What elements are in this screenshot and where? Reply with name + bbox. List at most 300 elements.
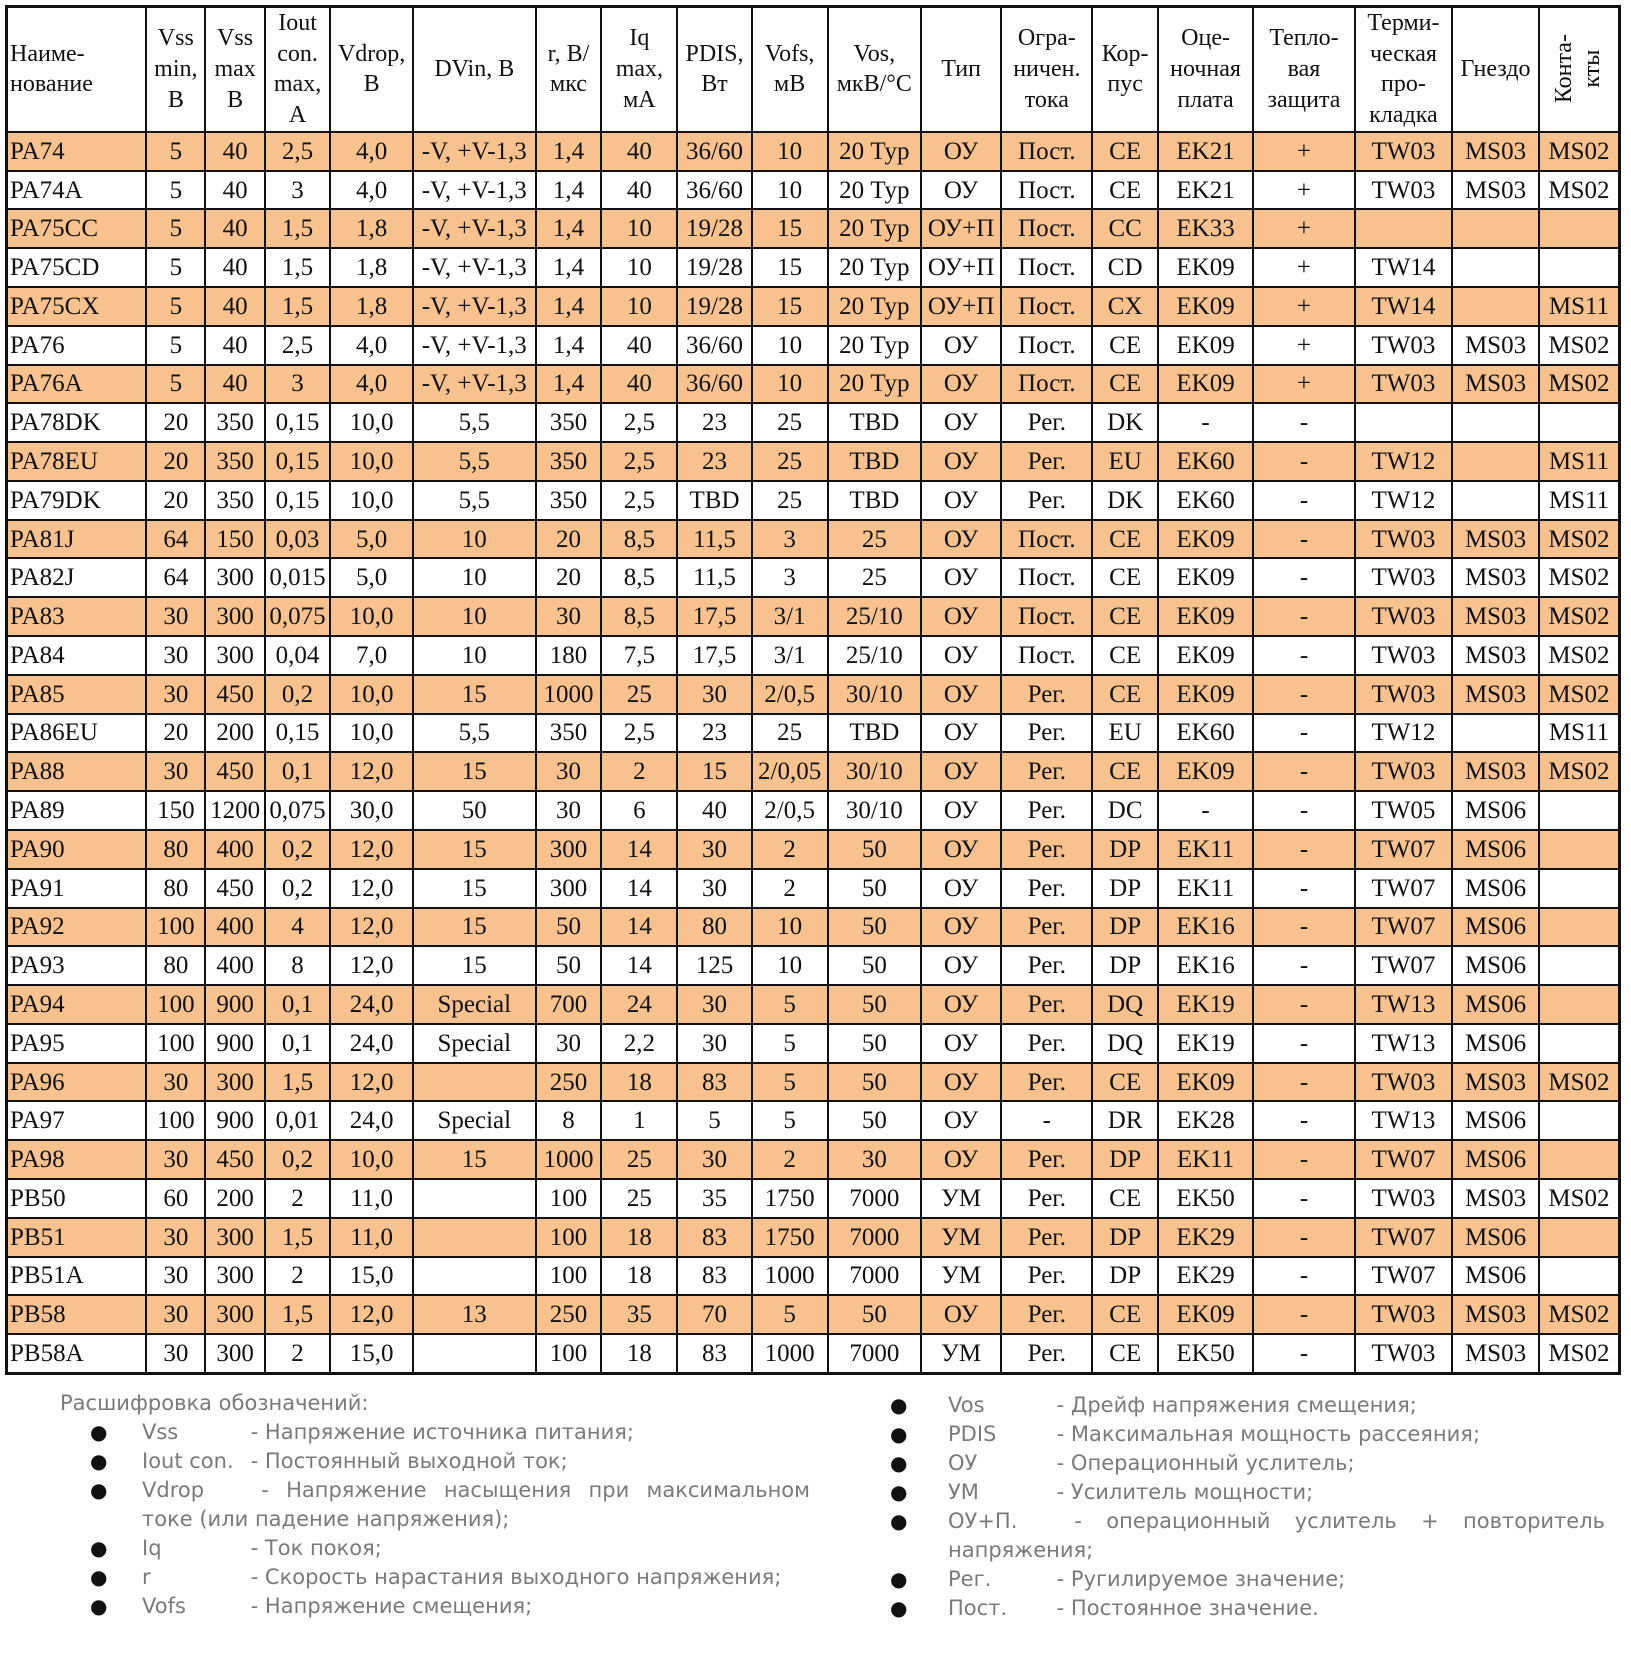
table-cell: 50 (828, 908, 921, 947)
legend-desc: - Ток покоя; (244, 1536, 382, 1560)
bullet-icon: ● (890, 1451, 908, 1475)
table-cell: Рег. (1001, 1024, 1092, 1063)
table-cell: 20 (146, 403, 205, 442)
legend-item (890, 1594, 1605, 1623)
table-cell: 7,5 (601, 636, 677, 675)
column-header: Vss min, В (146, 7, 205, 132)
table-cell: 350 (205, 442, 264, 481)
table-cell: + (1253, 326, 1355, 365)
legend-item (90, 1447, 810, 1476)
table-cell: 5 (146, 248, 205, 287)
table-cell: 10,0 (330, 714, 413, 753)
table-cell: TW14 (1355, 287, 1452, 326)
table-cell: MS03 (1452, 636, 1539, 675)
table-cell: EK09 (1158, 752, 1253, 791)
table-row (7, 1140, 1620, 1179)
table-cell: 300 (205, 1218, 264, 1257)
spec-table (5, 5, 1621, 1375)
table-cell: PA75CD (7, 248, 147, 287)
table-cell: MS06 (1452, 791, 1539, 830)
table-cell: Рег. (1001, 908, 1092, 947)
table-cell: Пост. (1001, 326, 1092, 365)
table-cell: 12,0 (330, 869, 413, 908)
table-cell: 12,0 (330, 830, 413, 869)
table-cell: 10 (752, 946, 828, 985)
table-cell: Рег. (1001, 1140, 1092, 1179)
table-cell: ОУ (921, 132, 1001, 171)
legend-abbr: Vofs (142, 1594, 186, 1618)
table-cell: 0,15 (265, 442, 331, 481)
table-cell: 2,5 (601, 442, 677, 481)
table-cell: EK09 (1158, 520, 1253, 559)
table-row (7, 171, 1620, 210)
legend-abbr: ОУ+П. (948, 1509, 1018, 1533)
table-cell: TW07 (1355, 1257, 1452, 1296)
table-cell: 1000 (536, 1140, 602, 1179)
table-cell: PA78EU (7, 442, 147, 481)
table-cell: 2 (752, 869, 828, 908)
table-cell: 1,8 (330, 248, 413, 287)
table-cell: 12,0 (330, 1063, 413, 1102)
table-cell: Special (413, 985, 536, 1024)
legend-item (890, 1507, 1605, 1565)
table-cell: 0,15 (265, 481, 331, 520)
table-cell (1539, 1101, 1620, 1140)
table-cell: 25 (752, 481, 828, 520)
legend-desc: - Максимальная мощность рассеяния; (1050, 1422, 1481, 1446)
table-cell: 30 (146, 1063, 205, 1102)
table-cell: 10 (413, 597, 536, 636)
table-cell: ОУ (921, 558, 1001, 597)
table-cell: 50 (828, 1295, 921, 1334)
table-cell: 7000 (828, 1334, 921, 1373)
table-cell: 30 (146, 636, 205, 675)
table-cell: 250 (536, 1063, 602, 1102)
table-cell: PB51 (7, 1218, 147, 1257)
table-cell: - (1253, 830, 1355, 869)
table-cell: MS03 (1452, 1334, 1539, 1373)
table-cell: 30 (146, 752, 205, 791)
column-header: Кор- пус (1092, 7, 1158, 132)
table-cell: 300 (205, 1257, 264, 1296)
table-cell: 1,4 (536, 171, 602, 210)
table-cell: 450 (205, 752, 264, 791)
table-cell: 50 (828, 1024, 921, 1063)
table-cell: MS02 (1539, 365, 1620, 404)
column-header (1539, 7, 1620, 132)
table-cell: EK09 (1158, 597, 1253, 636)
column-header: PDIS, Вт (677, 7, 751, 132)
table-cell: 18 (601, 1218, 677, 1257)
table-cell: TW03 (1355, 675, 1452, 714)
table-cell: 0,015 (265, 558, 331, 597)
table-cell: 64 (146, 558, 205, 597)
table-cell: 25 (601, 675, 677, 714)
table-row (7, 752, 1620, 791)
table-cell: 7000 (828, 1257, 921, 1296)
table-cell: 300 (205, 636, 264, 675)
table-cell: 2,5 (601, 403, 677, 442)
table-cell: 180 (536, 636, 602, 675)
table-row (7, 248, 1620, 287)
table-row (7, 1063, 1620, 1102)
table-cell: PA83 (7, 597, 147, 636)
table-cell: 1750 (752, 1179, 828, 1218)
table-row (7, 442, 1620, 481)
table-cell: MS02 (1539, 1295, 1620, 1334)
table-cell: PB50 (7, 1179, 147, 1218)
table-cell: PA92 (7, 908, 147, 947)
table-cell: DQ (1092, 1024, 1158, 1063)
table-cell: PA78DK (7, 403, 147, 442)
table-cell: EK19 (1158, 985, 1253, 1024)
table-cell: 350 (536, 481, 602, 520)
table-cell: PA74A (7, 171, 147, 210)
table-cell (1355, 403, 1452, 442)
table-cell (1539, 830, 1620, 869)
table-cell: TBD (828, 481, 921, 520)
legend-abbr: Iq (142, 1536, 162, 1560)
table-cell: MS02 (1539, 752, 1620, 791)
legend-abbr: Пост. (948, 1596, 1008, 1620)
legend-desc: - Постоянный выходной ток; (244, 1449, 568, 1473)
bullet-icon: ● (90, 1594, 108, 1618)
table-cell: MS11 (1539, 714, 1620, 753)
table-cell: - (1253, 481, 1355, 520)
table-cell: 14 (601, 830, 677, 869)
table-cell: Рег. (1001, 442, 1092, 481)
table-cell: 7000 (828, 1218, 921, 1257)
table-cell: Рег. (1001, 1218, 1092, 1257)
table-cell: EK11 (1158, 869, 1253, 908)
table-cell: -V, +V-1,3 (413, 171, 536, 210)
table-cell: TW07 (1355, 1218, 1452, 1257)
table-row (7, 326, 1620, 365)
table-cell: 3 (265, 365, 331, 404)
table-cell: 200 (205, 1179, 264, 1218)
table-cell: 4,0 (330, 132, 413, 171)
table-cell: EK21 (1158, 132, 1253, 171)
table-cell: PB58A (7, 1334, 147, 1373)
table-cell: - (1253, 520, 1355, 559)
table-cell: TW03 (1355, 365, 1452, 404)
table-row (7, 714, 1620, 753)
table-cell: MS06 (1452, 1101, 1539, 1140)
table-cell: 300 (205, 1295, 264, 1334)
table-cell: 30 (677, 675, 751, 714)
table-cell: PA95 (7, 1024, 147, 1063)
table-cell: TW03 (1355, 520, 1452, 559)
table-cell: CE (1092, 1334, 1158, 1373)
table-cell: - (1253, 1179, 1355, 1218)
table-cell: EK16 (1158, 946, 1253, 985)
table-cell: 20 Тур (828, 248, 921, 287)
table-cell: TW12 (1355, 481, 1452, 520)
table-cell: - (1253, 1257, 1355, 1296)
table-cell: MS03 (1452, 558, 1539, 597)
column-header: Оце- ночная плата (1158, 7, 1253, 132)
table-cell: TBD (828, 714, 921, 753)
table-cell: 5 (752, 985, 828, 1024)
table-cell: Пост. (1001, 171, 1092, 210)
table-cell: ОУ (921, 1140, 1001, 1179)
column-header: Vdrop, В (330, 7, 413, 132)
table-cell: 5 (146, 209, 205, 248)
table-cell: PA75CX (7, 287, 147, 326)
table-cell: 7000 (828, 1179, 921, 1218)
table-cell: - (1253, 1063, 1355, 1102)
table-cell: 15 (413, 869, 536, 908)
table-cell: Пост. (1001, 365, 1092, 404)
table-cell: ОУ (921, 869, 1001, 908)
table-cell: ОУ (921, 597, 1001, 636)
table-cell: 30 (677, 985, 751, 1024)
table-cell: 100 (536, 1257, 602, 1296)
table-cell: 30 (536, 597, 602, 636)
table-cell: 1,4 (536, 326, 602, 365)
table-cell: 100 (536, 1218, 602, 1257)
table-cell: 5 (752, 1063, 828, 1102)
table-row (7, 675, 1620, 714)
table-cell: 40 (205, 326, 264, 365)
table-cell: 25 (752, 403, 828, 442)
table-cell: Рег. (1001, 714, 1092, 753)
legend-desc: - Напряжение насыщения при максимальном токе (или падение напряжения); (142, 1478, 810, 1531)
table-cell: TW13 (1355, 1024, 1452, 1063)
table-cell: ОУ (921, 946, 1001, 985)
table-cell: 30/10 (828, 752, 921, 791)
table-cell: 25 (828, 558, 921, 597)
table-cell: ОУ (921, 908, 1001, 947)
table-cell: 40 (601, 132, 677, 171)
table-cell: MS06 (1452, 830, 1539, 869)
table-cell: 20 Тур (828, 132, 921, 171)
table-cell: 300 (205, 1334, 264, 1373)
table-cell: Пост. (1001, 287, 1092, 326)
table-cell: 30 (677, 869, 751, 908)
table-row (7, 558, 1620, 597)
table-cell: 10,0 (330, 1140, 413, 1179)
table-cell: TW12 (1355, 714, 1452, 753)
table-cell: 30 (828, 1140, 921, 1179)
table-cell: MS03 (1452, 520, 1539, 559)
table-cell: PA91 (7, 869, 147, 908)
table-cell: 36/60 (677, 132, 751, 171)
column-header: Iq max, мА (601, 7, 677, 132)
table-cell: 25 (601, 1179, 677, 1218)
table-cell: 300 (536, 830, 602, 869)
table-cell: 15 (413, 675, 536, 714)
table-cell: 25 (601, 1140, 677, 1179)
column-header: Тип (921, 7, 1001, 132)
table-cell: 23 (677, 714, 751, 753)
table-cell (1539, 869, 1620, 908)
table-cell: 10 (413, 558, 536, 597)
table-cell: 1000 (536, 675, 602, 714)
table-cell: - (1253, 714, 1355, 753)
table-cell: MS11 (1539, 481, 1620, 520)
table-cell: 35 (677, 1179, 751, 1218)
table-cell: 40 (601, 365, 677, 404)
table-cell: 50 (828, 830, 921, 869)
table-cell: 5,5 (413, 714, 536, 753)
legend-item (890, 1449, 1605, 1478)
table-cell: 5,5 (413, 481, 536, 520)
table-cell: 11,0 (330, 1218, 413, 1257)
table-cell: Рег. (1001, 791, 1092, 830)
table-cell: Рег. (1001, 481, 1092, 520)
table-cell: TW13 (1355, 1101, 1452, 1140)
table-cell: 20 Тур (828, 287, 921, 326)
table-cell: TW13 (1355, 985, 1452, 1024)
table-cell: 4,0 (330, 171, 413, 210)
table-cell: 5,5 (413, 403, 536, 442)
table-cell: 18 (601, 1334, 677, 1373)
table-cell: Рег. (1001, 752, 1092, 791)
table-cell: 30 (146, 1295, 205, 1334)
table-cell: - (1253, 791, 1355, 830)
table-cell: EU (1092, 442, 1158, 481)
table-cell: 900 (205, 1024, 264, 1063)
legend-desc: - Ругилируемое значение; (1050, 1567, 1346, 1591)
table-cell: 0,1 (265, 985, 331, 1024)
table-cell (1539, 946, 1620, 985)
table-cell: DK (1092, 481, 1158, 520)
table-cell: MS03 (1452, 365, 1539, 404)
table-cell: + (1253, 171, 1355, 210)
table-cell: DP (1092, 869, 1158, 908)
table-cell: ОУ (921, 1101, 1001, 1140)
table-cell: MS03 (1452, 752, 1539, 791)
table-cell: - (1253, 558, 1355, 597)
bullet-icon: ● (890, 1509, 908, 1533)
table-cell: Рег. (1001, 985, 1092, 1024)
table-cell: 11,5 (677, 520, 751, 559)
table-cell (413, 1063, 536, 1102)
table-cell: TW07 (1355, 1140, 1452, 1179)
table-cell: CX (1092, 287, 1158, 326)
table-row (7, 597, 1620, 636)
table-cell: EK11 (1158, 1140, 1253, 1179)
table-cell: 2,5 (601, 481, 677, 520)
table-cell: 15 (752, 248, 828, 287)
table-cell: 20 (536, 520, 602, 559)
table-cell: 900 (205, 985, 264, 1024)
table-cell: 30 (677, 830, 751, 869)
legend-left-list (90, 1418, 810, 1621)
legend-desc: - Дрейф напряжения смещения; (1050, 1393, 1417, 1417)
table-cell: 30,0 (330, 791, 413, 830)
table-cell: MS06 (1452, 1024, 1539, 1063)
legend-item (90, 1476, 810, 1534)
table-cell: EK60 (1158, 442, 1253, 481)
table-row (7, 869, 1620, 908)
table-row (7, 365, 1620, 404)
table-cell: 40 (205, 209, 264, 248)
table-cell: 400 (205, 830, 264, 869)
table-cell: EK09 (1158, 558, 1253, 597)
table-cell: 700 (536, 985, 602, 1024)
table-cell: 1,5 (265, 1063, 331, 1102)
table-cell: Рег. (1001, 1295, 1092, 1334)
table-cell: 1 (601, 1101, 677, 1140)
table-cell: TW03 (1355, 171, 1452, 210)
table-cell: 2 (601, 752, 677, 791)
table-cell: TW03 (1355, 636, 1452, 675)
table-cell: EK09 (1158, 365, 1253, 404)
table-cell: CE (1092, 171, 1158, 210)
table-cell: PA79DK (7, 481, 147, 520)
table-cell: 30 (146, 675, 205, 714)
table-cell (413, 1179, 536, 1218)
table-cell: 10,0 (330, 597, 413, 636)
table-cell: 5 (752, 1101, 828, 1140)
table-cell: PA96 (7, 1063, 147, 1102)
table-cell: 24,0 (330, 1024, 413, 1063)
table-cell: 18 (601, 1063, 677, 1102)
table-cell: 10 (601, 248, 677, 287)
table-cell: 10 (752, 326, 828, 365)
legend-abbr: PDIS (948, 1422, 997, 1446)
legend-abbr: Рег. (948, 1567, 992, 1591)
table-cell: 2/0,05 (752, 752, 828, 791)
table-cell: 5,0 (330, 558, 413, 597)
table-cell: EK09 (1158, 287, 1253, 326)
table-cell: - (1253, 946, 1355, 985)
table-cell: 20 (146, 481, 205, 520)
table-cell: 40 (205, 287, 264, 326)
table-cell: MS06 (1452, 1257, 1539, 1296)
table-cell: 19/28 (677, 287, 751, 326)
table-cell: 50 (413, 791, 536, 830)
table-cell: 40 (205, 171, 264, 210)
legend-desc: - Постоянное значение. (1050, 1596, 1319, 1620)
table-cell: 450 (205, 869, 264, 908)
table-cell: EK19 (1158, 1024, 1253, 1063)
table-cell: 24 (601, 985, 677, 1024)
table-cell: 36/60 (677, 326, 751, 365)
table-cell (1452, 714, 1539, 753)
table-cell: PA97 (7, 1101, 147, 1140)
table-cell: 15 (413, 946, 536, 985)
table-cell: 23 (677, 403, 751, 442)
table-cell: 30 (146, 1140, 205, 1179)
table-cell: 30 (146, 597, 205, 636)
table-cell: 3/1 (752, 597, 828, 636)
table-cell: MS02 (1539, 636, 1620, 675)
column-header: Огра- ничен. тока (1001, 7, 1092, 132)
table-cell: - (1253, 1295, 1355, 1334)
table-cell: 30 (536, 752, 602, 791)
column-header: r, В/ мкс (536, 7, 602, 132)
table-cell: 12,0 (330, 908, 413, 947)
table-cell: 8 (265, 946, 331, 985)
table-cell: 3/1 (752, 636, 828, 675)
table-cell: 50 (536, 946, 602, 985)
table-cell: ОУ (921, 636, 1001, 675)
table-cell: - (1253, 442, 1355, 481)
table-row (7, 791, 1620, 830)
table-cell: - (1253, 908, 1355, 947)
table-cell: TW03 (1355, 326, 1452, 365)
table-cell: TBD (677, 481, 751, 520)
table-cell: 80 (146, 830, 205, 869)
table-cell: ОУ (921, 442, 1001, 481)
table-cell: 50 (536, 908, 602, 947)
table-cell: TW03 (1355, 752, 1452, 791)
table-cell: TW07 (1355, 869, 1452, 908)
table-cell (1452, 481, 1539, 520)
